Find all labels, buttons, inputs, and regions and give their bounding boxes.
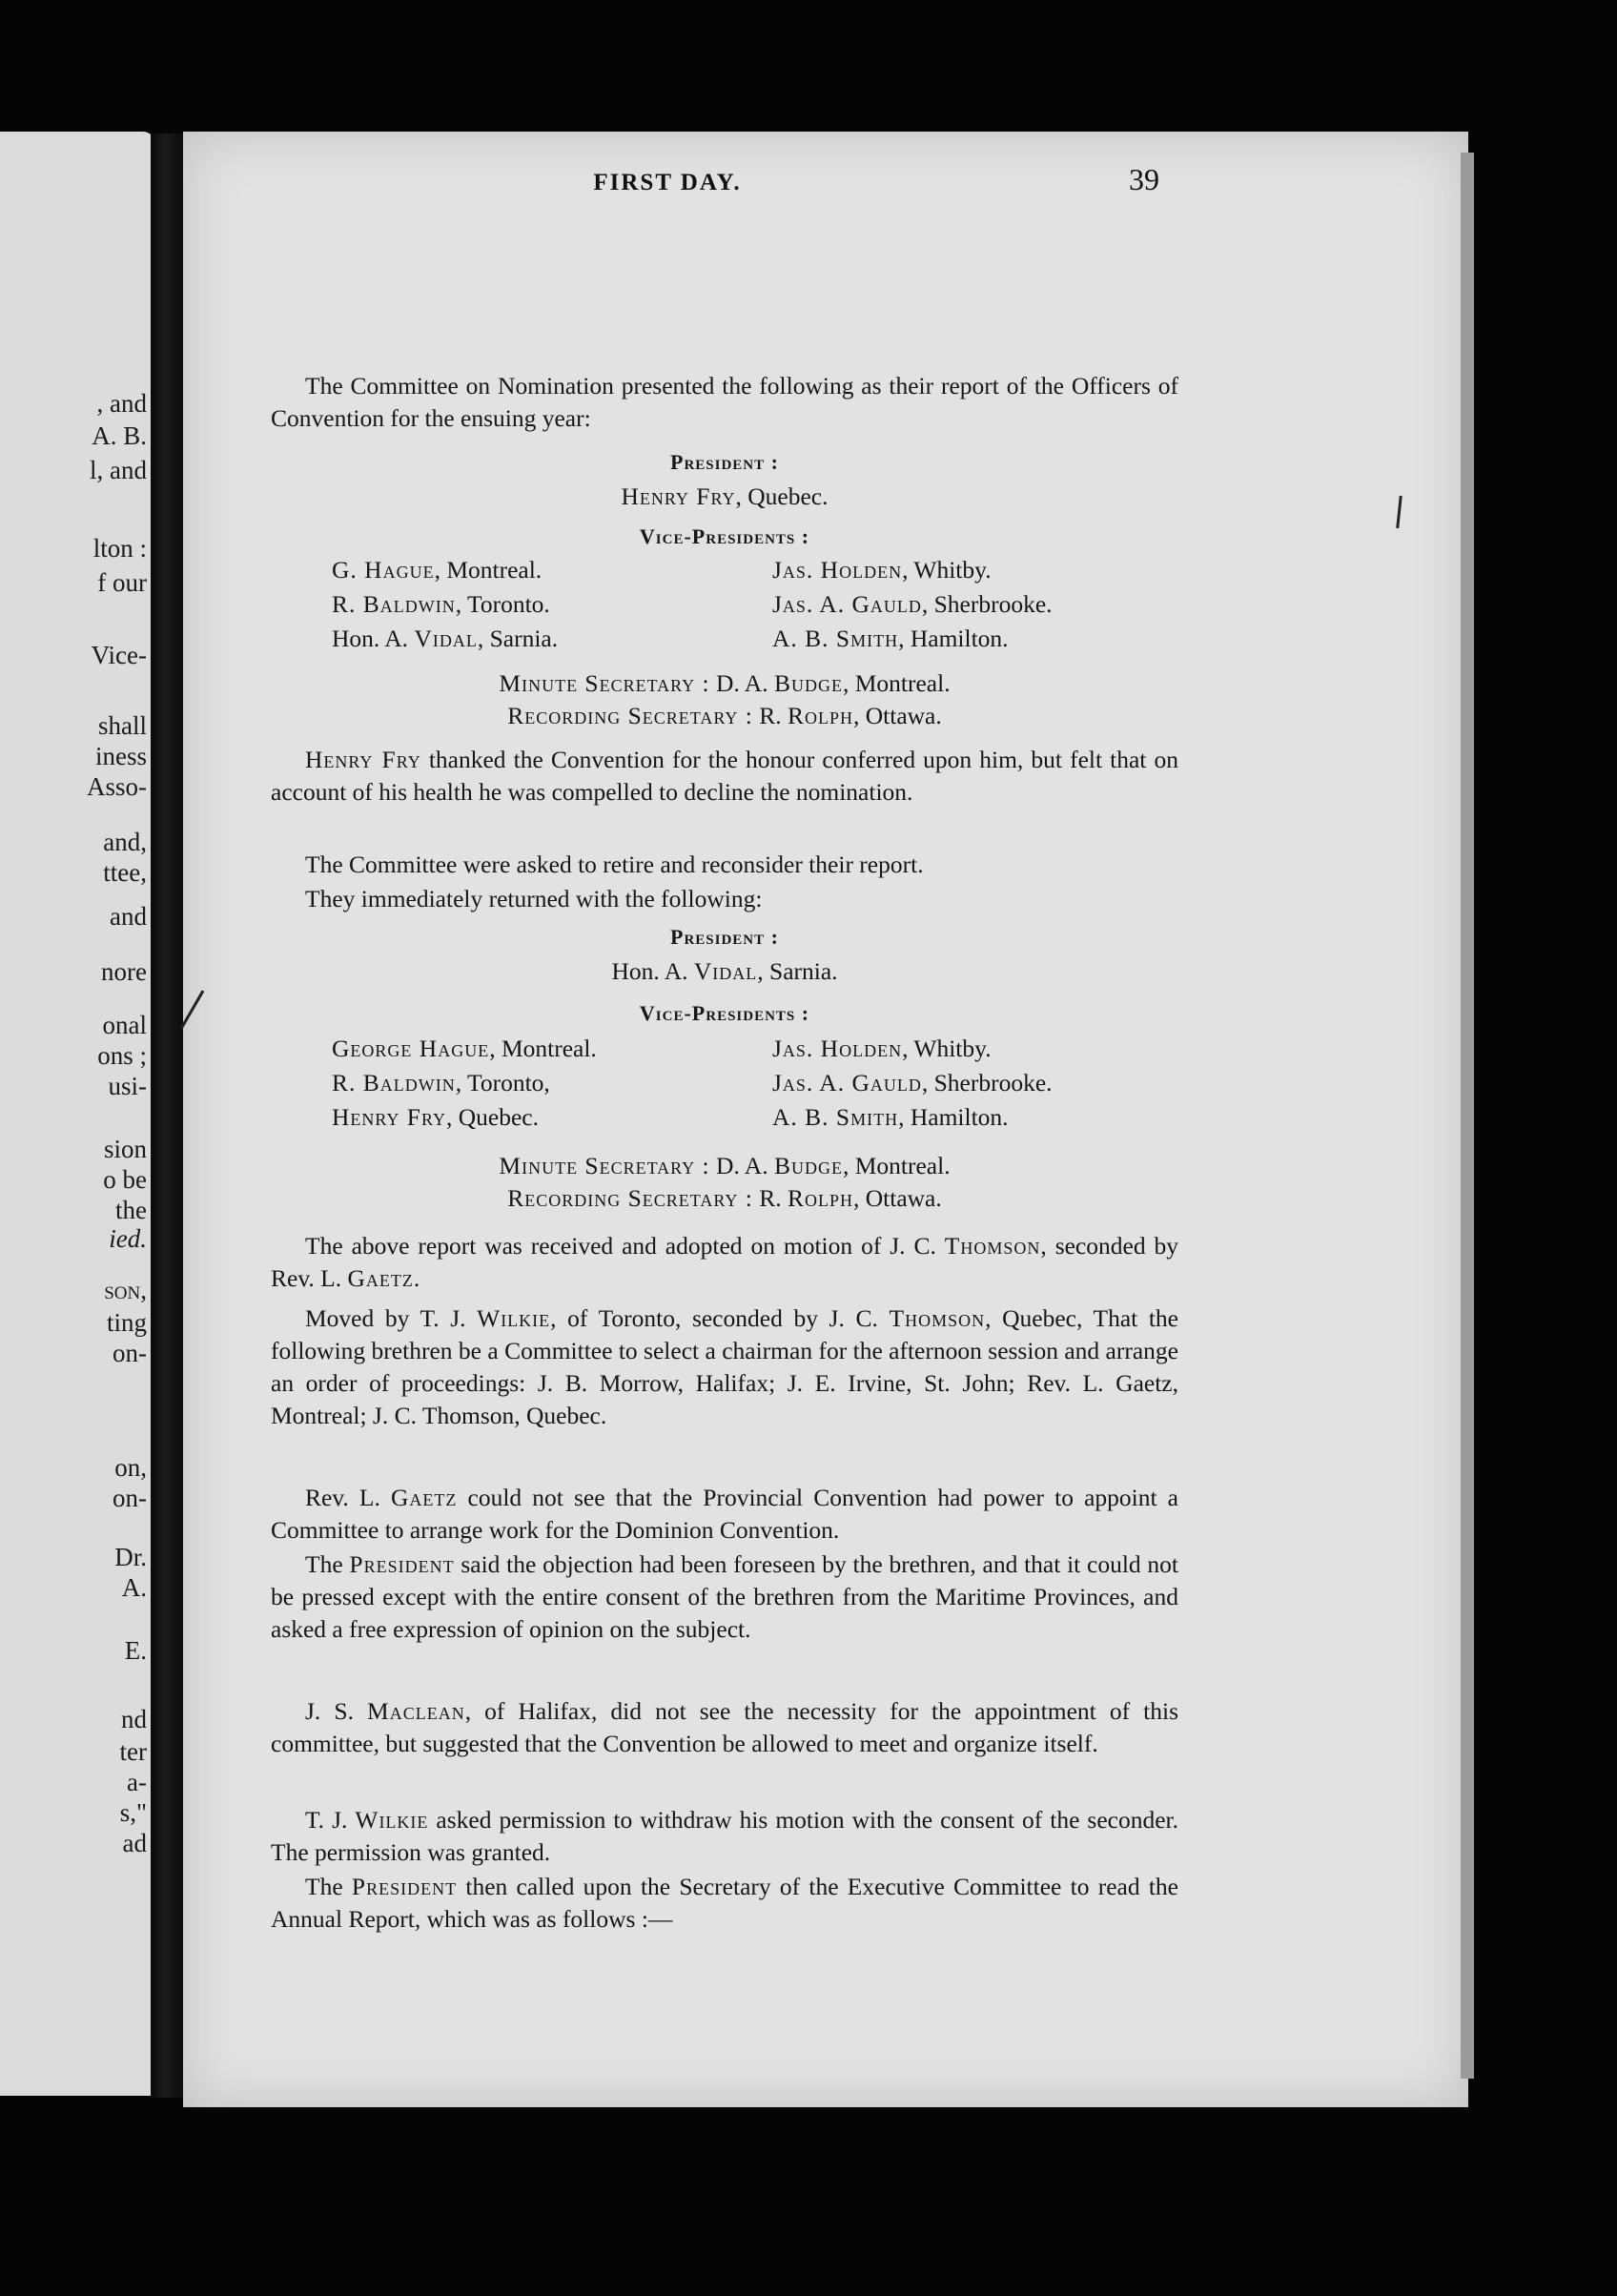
minute-secretary: Minute Secretary : D. A. Budge, Montreal. — [499, 1152, 951, 1179]
vice-row — [332, 1032, 1152, 1066]
left-fragment: E. — [124, 1636, 147, 1665]
left-fragment: ting — [106, 1308, 147, 1337]
gaetz-paragraph: Rev. L. Gaetz could not see that the Provincial Convention had power to appoint a Committee to arrange work for the Dominion Convention. — [271, 1484, 1178, 1544]
moved-paragraph: Moved by T. J. Wilkie, of Toronto, seconded by J. C. Thomson, Quebec, That the following brethren be a Committee to select a chairman for the afternoon session and arrange an order of proceedings: J. B. Morrow, Halifax; J. E. Irvine, St. John; Rev. L. Gaetz, Montreal; J. C. Thomson, Quebec. — [271, 1304, 1178, 1429]
president-name: Henry Fry, Quebec. — [621, 482, 829, 510]
left-fragment: nore — [101, 957, 147, 986]
fry-declines-paragraph: Henry Fry thanked the Convention for the honour conferred upon him, but felt that on account of his health he was compelled to decline the nomination. — [271, 746, 1178, 806]
left-fragment: ter — [119, 1737, 147, 1766]
vice-president: Jas. A. Gauld, Sherbrooke. — [772, 1069, 1053, 1097]
vice-president: George Hague, Montreal. — [332, 1035, 597, 1062]
left-fragment: the — [115, 1196, 147, 1224]
wilkie-withdraw-paragraph: T. J. Wilkie asked permission to withdraw his motion with the consent of the seconder. The permission was granted. — [271, 1806, 1178, 1866]
left-fragment: ad — [122, 1829, 147, 1857]
vice-president: R. Baldwin, Toronto. — [332, 590, 550, 618]
left-fragment: , and — [96, 389, 147, 418]
left-fragment: sion — [103, 1135, 147, 1163]
maclean-paragraph: J. S. Maclean, of Halifax, did not see the necessity for the appointment of this committee, but suggested that the Convention be allowed to meet and organize itself. — [271, 1697, 1178, 1757]
left-fragment: f our — [97, 568, 147, 597]
left-fragment: iness — [95, 742, 147, 770]
left-fragment: shall — [98, 711, 147, 740]
intro-text: The Committee on Nomination presented the following as their report of the Officers of Convention for the ensuing year: — [271, 372, 1178, 432]
vice-row — [332, 587, 1152, 622]
book-gutter — [151, 133, 185, 2098]
left-fragment: A. B. — [92, 421, 147, 450]
returned-paragraph: They immediately returned with the following: — [305, 885, 763, 912]
left-fragment: lton : — [92, 534, 147, 563]
president-objection-paragraph: The President said the objection had been foreseen by the brethren, and that it could not be pressed except with the entire consent of the brethren from the Maritime Provinces, and asked a free expression of opinion on the subject. — [271, 1550, 1178, 1643]
left-fragment: ttee, — [103, 858, 147, 887]
vice-president: A. B. Smith, Hamilton. — [772, 625, 1009, 652]
left-fragment: Vice- — [91, 641, 147, 669]
minute-secretary: Minute Secretary : D. A. Budge, Montreal. — [499, 669, 951, 697]
left-fragment: nd — [121, 1705, 147, 1733]
vice-row — [332, 1066, 1152, 1100]
annual-report-paragraph: The President then called upon the Secretary of the Executive Committee to read the Annual Report, which was as follows :— — [271, 1873, 1178, 1933]
retire-paragraph: The Committee were asked to retire and reconsider their report. — [305, 851, 924, 878]
recording-secretary: Recording Secretary : R. Rolph, Ottawa. — [507, 702, 942, 729]
running-head: FIRST DAY. — [593, 170, 742, 195]
left-fragment: Asso- — [86, 772, 147, 801]
vice-president: Jas. Holden, Whitby. — [772, 1035, 992, 1062]
left-fragment: on- — [113, 1339, 147, 1367]
left-fragment: son, — [104, 1276, 147, 1304]
vice-row — [332, 553, 1152, 587]
vice-president: Hon. A. Vidal, Sarnia. — [332, 625, 559, 652]
vice-row — [332, 622, 1152, 656]
vice-row — [332, 1100, 1152, 1135]
vice-presidents-heading: Vice-Presidents : — [639, 1001, 810, 1025]
adopted-paragraph: The above report was received and adopted on motion of J. C. Thomson, seconded by Rev. L. Gaetz. — [271, 1232, 1179, 1292]
intro-paragraph — [271, 370, 1178, 435]
vice-president: A. B. Smith, Hamilton. — [772, 1103, 1009, 1131]
left-fragment: and, — [103, 828, 147, 856]
left-fragment: ied. — [109, 1224, 147, 1253]
page-number: 39 — [1129, 162, 1159, 196]
left-fragment: on, — [114, 1453, 147, 1482]
left-fragment: o be — [103, 1165, 147, 1194]
left-fragment: a- — [127, 1768, 147, 1796]
left-fragment: on- — [113, 1484, 147, 1512]
left-fragment: ons ; — [97, 1041, 147, 1070]
vice-president: R. Baldwin, Toronto, — [332, 1069, 550, 1097]
vice-president: Jas. A. Gauld, Sherbrooke. — [772, 590, 1053, 618]
left-fragment: onal — [102, 1011, 147, 1039]
left-facing-page — [0, 132, 154, 2096]
president-heading: President : — [670, 450, 779, 474]
president-heading: President : — [670, 925, 779, 949]
recording-secretary: Recording Secretary : R. Rolph, Ottawa. — [507, 1184, 942, 1212]
vice-presidents-list — [332, 1032, 1152, 1135]
page-edge — [1461, 153, 1474, 2079]
left-fragment: usi- — [108, 1072, 147, 1100]
left-fragment: Dr. — [114, 1543, 147, 1571]
president-name: Hon. A. Vidal, Sarnia. — [611, 957, 838, 985]
vice-presidents-list — [332, 553, 1152, 656]
vice-presidents-heading: Vice-Presidents : — [639, 524, 810, 548]
left-fragment: l, and — [90, 456, 147, 484]
left-fragment: s," — [119, 1798, 147, 1827]
left-fragment: and — [110, 902, 147, 931]
vice-president: Henry Fry, Quebec. — [332, 1103, 539, 1131]
left-fragment: A. — [121, 1573, 147, 1602]
vice-president: G. Hague, Montreal. — [332, 556, 542, 584]
vice-president: Jas. Holden, Whitby. — [772, 556, 992, 584]
